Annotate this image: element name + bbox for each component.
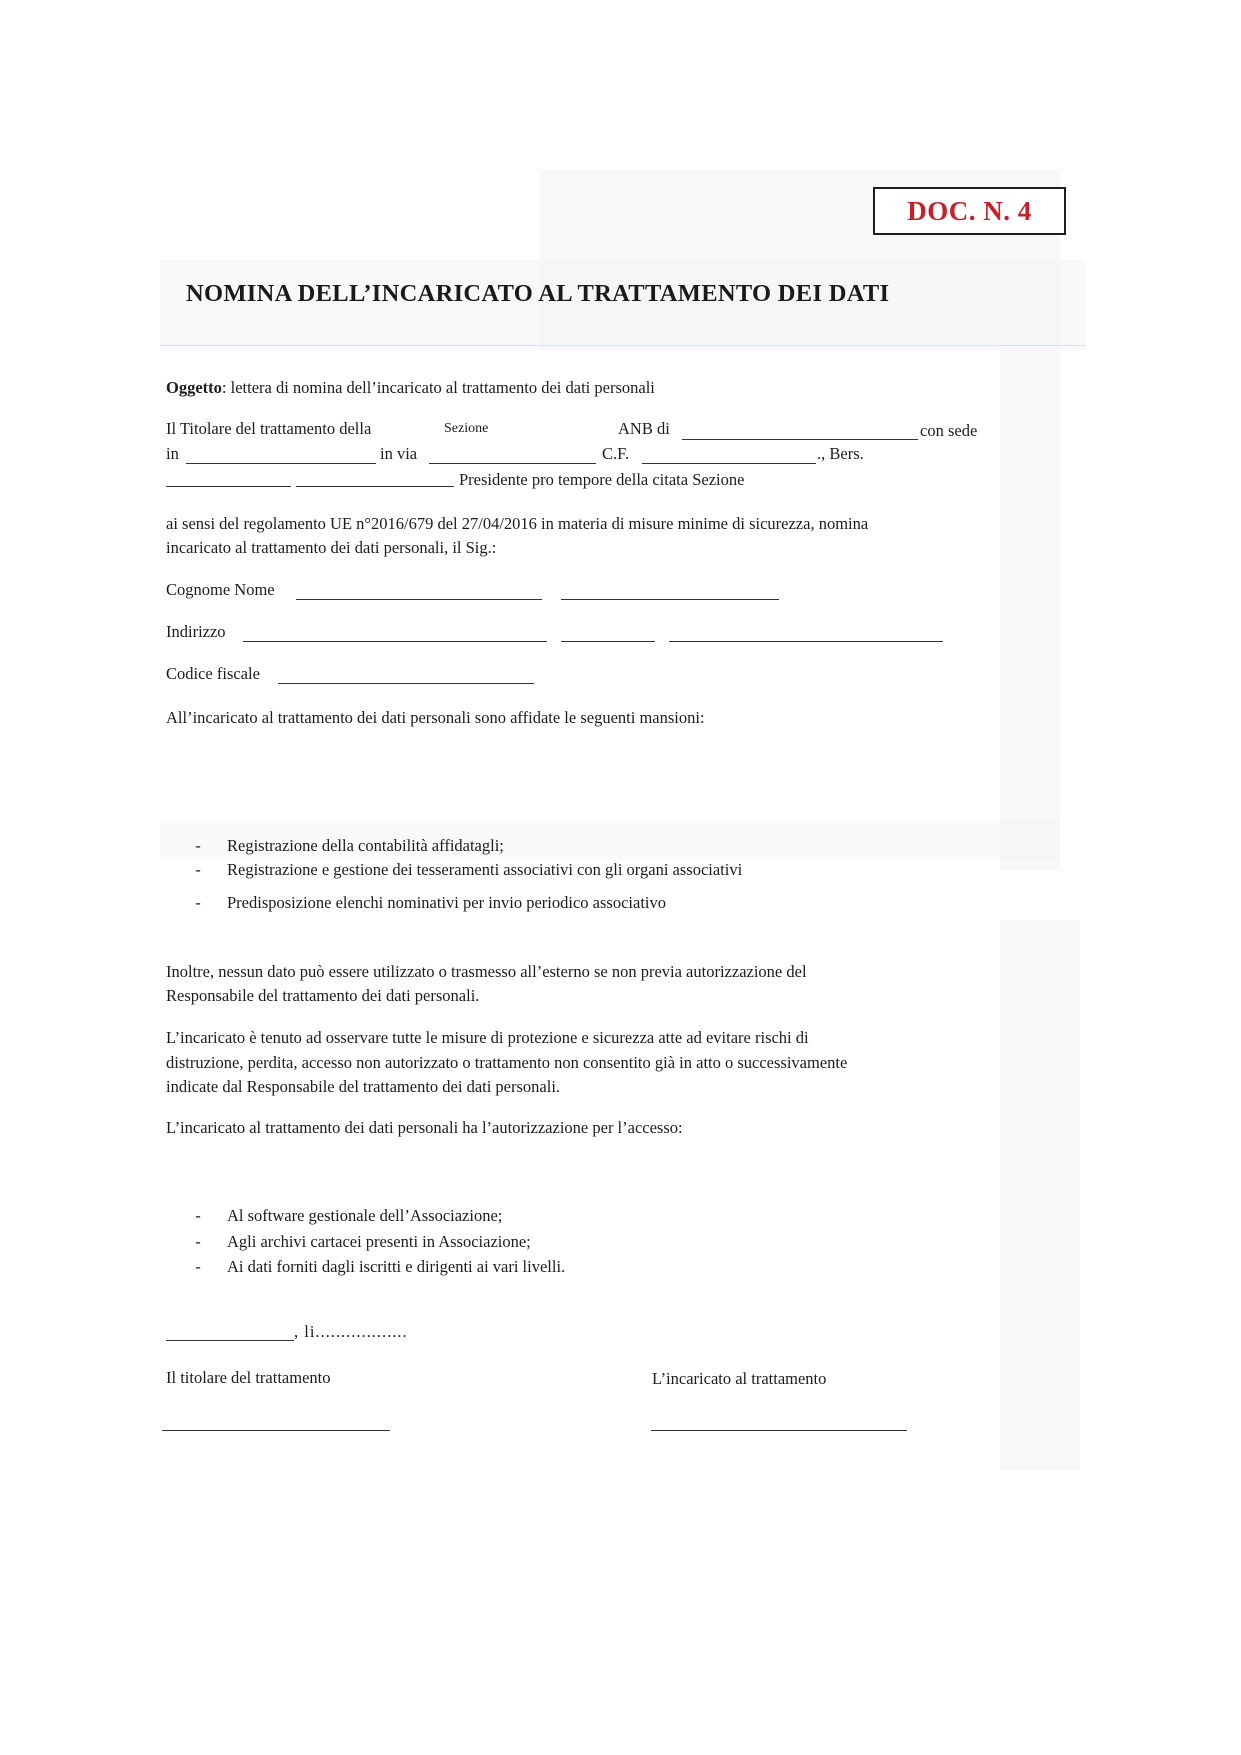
in-via-label: in via xyxy=(380,444,418,463)
accesso-item: Ai dati forniti dagli iscritti e dirigenti ai vari livelli. xyxy=(227,1257,566,1276)
indirizzo-blank-line-2[interactable] xyxy=(561,641,655,642)
cf-label: C.F. xyxy=(602,444,630,463)
sezione-label: Sezione xyxy=(444,421,489,436)
doc-number-label: DOC. N. 4 xyxy=(907,195,1032,226)
codice-fiscale-blank-line[interactable] xyxy=(278,683,534,684)
inoltre-line-2: Responsabile del trattamento dei dati personali. xyxy=(166,986,480,1005)
incaricato-signature-label: L’incaricato al trattamento xyxy=(652,1369,827,1388)
presidente-blank-line-1[interactable] xyxy=(166,486,291,487)
titolare-signature-label: Il titolare del trattamento xyxy=(166,1368,331,1387)
titolare-signature-line[interactable] xyxy=(162,1430,390,1431)
incaricato-signature-line[interactable] xyxy=(651,1430,907,1431)
mansione-item: Registrazione della contabilità affidatagli; xyxy=(227,836,504,855)
scan-shading xyxy=(1000,350,1060,870)
luogo-blank-line[interactable] xyxy=(166,1340,294,1341)
inoltre-line-1: Inoltre, nessun dato può essere utilizzato o trasmesso all’esterno se non previa autorizzazione del xyxy=(166,962,807,981)
accesso-item: Agli archivi cartacei presenti in Associazione; xyxy=(227,1232,531,1251)
presidente-text: Presidente pro tempore della citata Sezione xyxy=(459,470,745,489)
document-title: NOMINA DELL’INCARICATO AL TRATTAMENTO DEI DATI xyxy=(186,280,890,307)
cognome-nome-label: Cognome Nome xyxy=(166,580,275,599)
data-label: , li.................. xyxy=(294,1322,408,1341)
anb-blank-line[interactable] xyxy=(682,439,918,440)
regolamento-line-1: ai sensi del regolamento UE n°2016/679 del 27/04/2016 in materia di misure minime di sicurezza, nomina xyxy=(166,514,869,533)
doc-number-box xyxy=(873,187,1066,235)
cognome-blank-line[interactable] xyxy=(296,599,542,600)
titolare-text: Il Titolare del trattamento della xyxy=(166,419,372,438)
accesso-intro: L’incaricato al trattamento dei dati personali ha l’autorizzazione per l’accesso: xyxy=(166,1118,683,1137)
mansioni-intro: All’incaricato al trattamento dei dati personali sono affidate le seguenti mansioni: xyxy=(166,708,705,727)
nome-blank-line[interactable] xyxy=(561,599,779,600)
cf-blank-line[interactable] xyxy=(642,463,816,464)
list-bullet: - xyxy=(195,1206,201,1225)
in-label: in xyxy=(166,444,179,463)
indirizzo-blank-line-3[interactable] xyxy=(669,641,943,642)
oggetto-text: : lettera di nomina dell’incaricato al trattamento dei dati personali xyxy=(221,378,655,397)
list-bullet: - xyxy=(195,1257,201,1276)
list-bullet: - xyxy=(195,1232,201,1251)
mansione-item: Predisposizione elenchi nominativi per invio periodico associativo xyxy=(227,893,666,912)
title-divider xyxy=(160,345,1085,346)
misure-line-3: indicate dal Responsabile del trattamento dei dati personali. xyxy=(166,1077,561,1096)
indirizzo-blank-line-1[interactable] xyxy=(243,641,547,642)
con-sede-label: con sede xyxy=(920,421,978,440)
regolamento-line-2: incaricato al trattamento dei dati personali, il Sig.: xyxy=(166,538,497,557)
presidente-blank-line-2[interactable] xyxy=(296,486,454,487)
list-bullet: - xyxy=(195,836,201,855)
via-blank-line[interactable] xyxy=(429,463,596,464)
list-bullet: - xyxy=(195,860,201,879)
misure-line-1: L’incaricato è tenuto ad osservare tutte le misure di protezione e sicurezza atte ad evitare rischi di xyxy=(166,1028,809,1047)
scan-shading xyxy=(1000,920,1080,1470)
codice-fiscale-label: Codice fiscale xyxy=(166,664,260,683)
list-bullet: - xyxy=(195,893,201,912)
citta-blank-line[interactable] xyxy=(186,463,376,464)
accesso-item: Al software gestionale dell’Associazione; xyxy=(227,1206,503,1225)
oggetto-label: Oggetto xyxy=(166,378,222,397)
bers-label: ., Bers. xyxy=(817,444,864,463)
misure-line-2: distruzione, perdita, accesso non autorizzato o trattamento non consentito già in atto o successivamente xyxy=(166,1053,848,1072)
indirizzo-label: Indirizzo xyxy=(166,622,226,641)
anb-label: ANB di xyxy=(618,419,670,438)
oggetto-line xyxy=(166,378,655,398)
mansione-item: Registrazione e gestione dei tesseramenti associativi con gli organi associativi xyxy=(227,860,743,879)
